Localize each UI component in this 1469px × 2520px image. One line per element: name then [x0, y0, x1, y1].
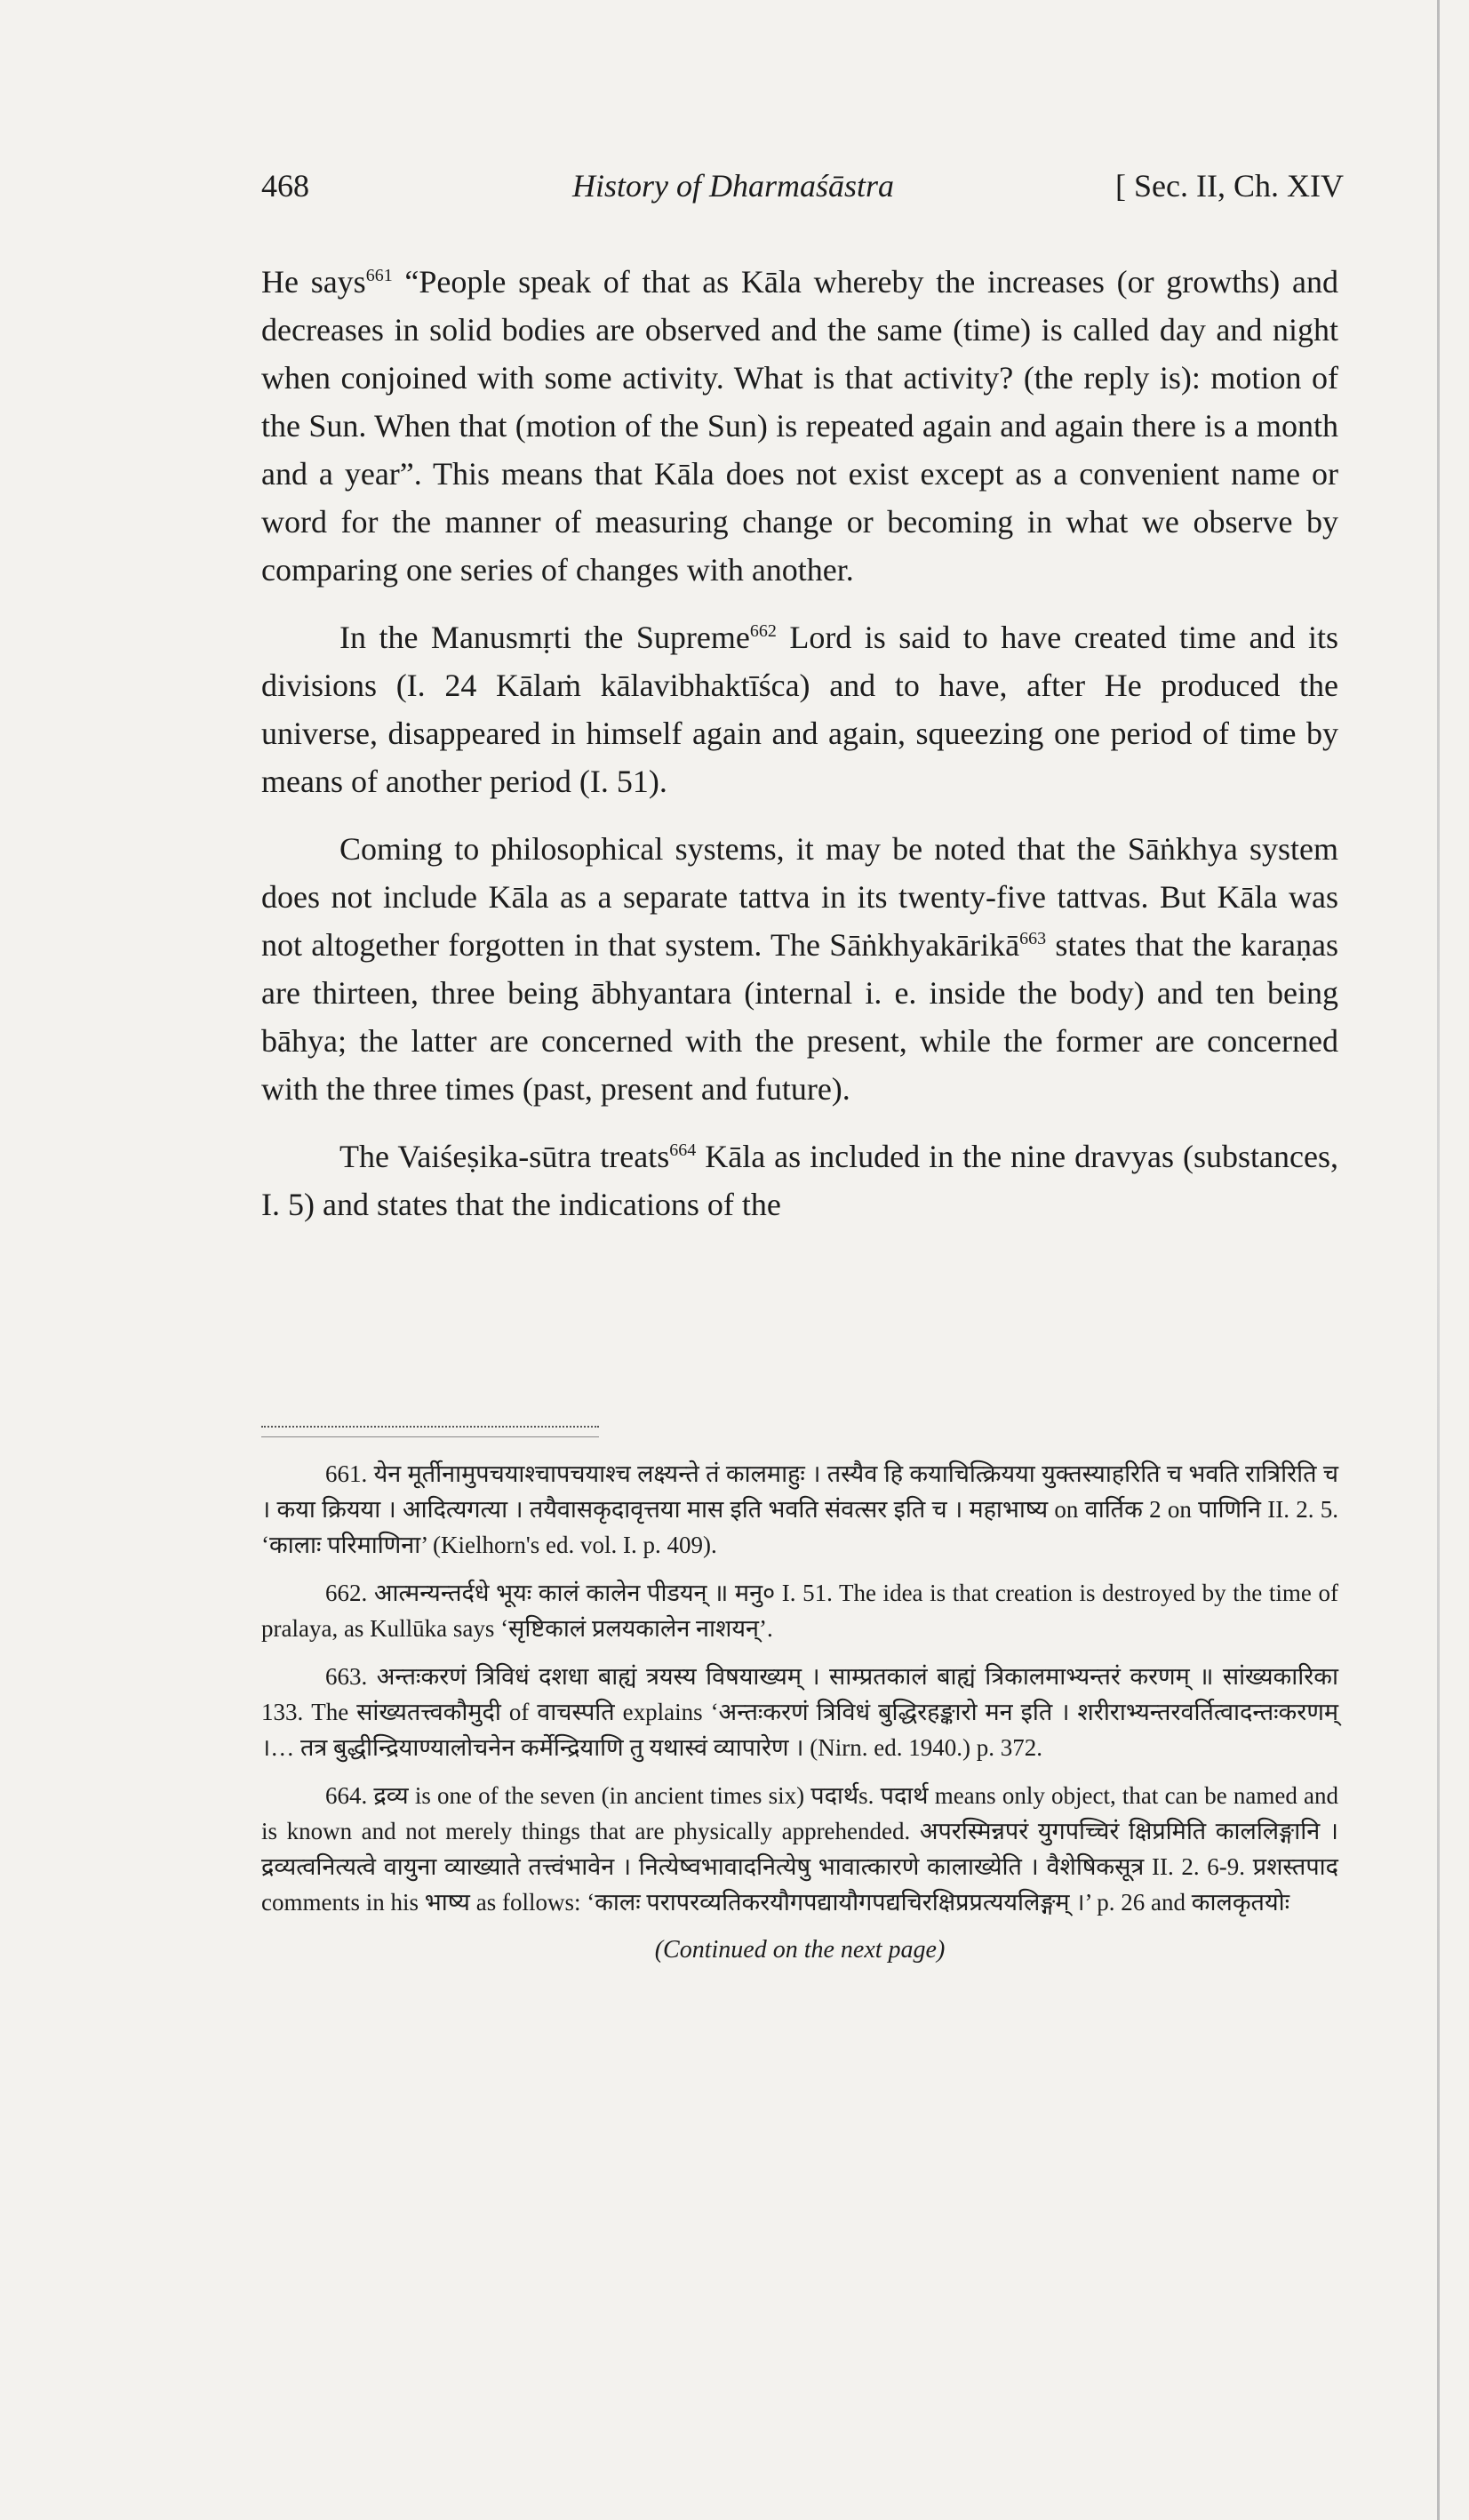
footnote-divider: [261, 1426, 599, 1437]
footnotes: [261, 1456, 1338, 1968]
paragraph: He says$^{661}$ “People speak of that as Kāla whereby the increases (or growths) and decreases in solid bodies are observed and the same (time) is called day and night when conjoined with some activity. What is that activity? (the reply is): motion of the Sun. When that (motion of the Sun) is repeated again and again there is a month and a year”. This means that Kāla does not exist except as a convenient name or word for the manner of measuring change or becoming in what we observe by comparing one series of changes with another.: [261, 264, 1338, 588]
footnote-ref: 663: [1019, 929, 1047, 948]
footnote: 661. येन मूर्तीनामुपचयाश्चापचयाश्च लक्ष्यन्ते तं कालमाहुः । तस्यैव हि कयाचित्क्रियया युक्तस्याहरिति च भवति रात्रिरिति च । कया क्रियया । आदित्यगत्या । तयैवासकृदावृत्तया मास इति भवति संवत्सर इति च । महाभाष्य on वार्तिक 2 on पाणिनि II. 2. 5. ‘कालाः परिमाणिना’ (Kielhorn's ed. vol. I. p. 409).: [261, 1460, 1338, 1558]
footnote: 662. आत्मन्यन्तर्दधे भूयः कालं कालेन पीडयन् ॥ मनु० I. 51. The idea is that creation is destroyed by the time of pralaya, as Kullūka says ‘सृष्टिकालं प्रलयकालेन नाशयन्’.: [261, 1580, 1338, 1642]
paragraph: Coming to philosophical systems, it may be noted that the Sāṅkhya system does not include Kāla as a separate tattva in its twenty-five tattvas. But Kāla was not altogether forgotten in that system. The Sāṅkhyakārikā$^{663}$ states that the karaṇas are thirteen, three being ābhyantara (internal i. e. inside the body) and ten being bāhya; the latter are concerned with the present, while the former are concerned with the three times (past, present and future).: [261, 831, 1338, 1107]
footnote: 663. अन्तःकरणं त्रिविधं दशधा बाह्यं त्रयस्य विषयाख्यम् । साम्प्रतकालं बाह्यं त्रिकालमाभ्यन्तरं करणम् ॥ सांख्यकारिका 133. The सांख्यतत्त्वकौमुदी of वाचस्पति explains ‘अन्तःकरणं त्रिविधं बुद्धिरहङ्कारो मन इति । शरीराभ्यन्तरवर्तित्वादन्तःकरणम् ।… तत्र बुद्धीन्द्रियाण्यालोचनेन कर्मेन्द्रियाणि तु यथास्वं व्यापारेण । (Nirn. ed. 1940.) p. 372.: [261, 1663, 1339, 1761]
page-number: 468: [261, 168, 309, 204]
footnote-ref: 662: [749, 621, 777, 641]
footnote: 664. द्रव्य is one of the seven (in ancient times six) पदार्थs. पदार्थ means only object, that can be named and is known and not merely things that are physically apprehended. अपरस्मिन्नपरं युगपच्चिरं क्षिप्रमिति काललिङ्गानि । द्रव्यत्वनित्यत्वे वायुना व्याख्याते तत्त्वंभावेन । नित्येष्वभावादनित्येषु भावात्कारणे कालाख्येति । वैशेषिकसूत्र II. 2. 6-9. प्रशस्तपाद comments in his भाष्य as follows: ‘कालः परापरव्यतिकरयौगपद्यायौगपद्यचिरक्षिप्रप्रत्ययलिङ्गम् ।’ p. 26 and कालकृतयोः: [261, 1782, 1338, 1916]
footnote-ref: 664: [669, 1140, 697, 1160]
section-label: [ Sec. II, Ch. XIV: [1115, 168, 1344, 204]
main-text: [261, 258, 1338, 1248]
running-title: History of Dharmaśāstra: [572, 168, 895, 204]
continued-note: (Continued on the next page): [654, 1936, 946, 1964]
footnote-ref: 661: [365, 266, 393, 285]
paragraph: The Vaiśeṣika-sūtra treats$^{664}$ Kāla as included in the nine dravyas (substances, I. 5) and states that the indications of the: [261, 1139, 1338, 1222]
binding-edge-line: [1437, 0, 1440, 2520]
paragraph: In the Manusmṛti the Supreme$^{662}$ Lord is said to have created time and its divisions (I. 24 Kālaṁ kālavibhaktīśca) and to have, after He produced the universe, disappeared in himself again and again, squeezing one period of time by means of another period (I. 51).: [261, 620, 1338, 799]
running-header: [261, 167, 1344, 217]
